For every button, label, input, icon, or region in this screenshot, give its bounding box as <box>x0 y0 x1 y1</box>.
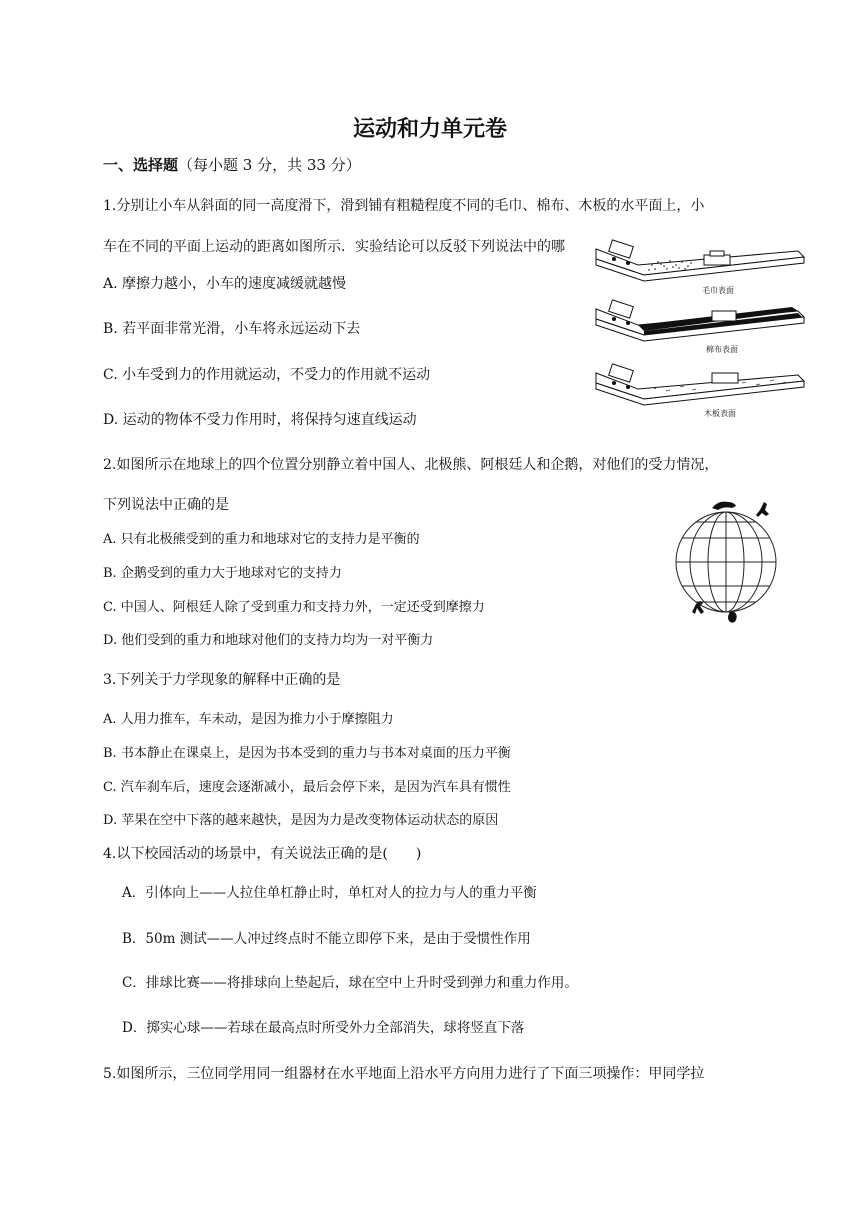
caption-cotton: 棉布表面 <box>706 345 738 354</box>
question-3-option-a: A. 人用力推车，车未动，是因为推力小于摩擦阻力 <box>103 712 394 727</box>
question-1-line-1: 1.分别让小车从斜面的同一高度滑下，滑到铺有粗糙程度不同的毛巾、棉布、木板的水平面上，小 <box>103 198 705 214</box>
page-title: 运动和力单元卷 <box>352 117 507 142</box>
towel-surface-ramp <box>596 240 804 295</box>
question-4-option-a: A．引体向上——人拉住单杠静止时，单杠对人的拉力与人的重力平衡 <box>122 885 537 901</box>
ramp-experiment-figure <box>592 235 814 425</box>
question-4-option-b: B．50m 测试——人冲过终点时不能立即停下来，是由于受惯性作用 <box>122 931 531 947</box>
question-4-line-1: 4.以下校园活动的场景中，有关说法正确的是( ) <box>103 846 422 862</box>
question-3-option-b: B. 书本静止在课桌上，是因为书本受到的重力与书本对桌面的压力平衡 <box>103 746 511 761</box>
caption-wood: 木板表面 <box>704 409 736 418</box>
question-2-line-2: 下列说法中正确的是 <box>103 497 229 513</box>
argentinian-icon <box>692 601 704 614</box>
question-5-line-1: 5.如图所示，三位同学用同一组器材在水平地面上沿水平方向用力进行了下面三项操作：甲同学拉 <box>103 1066 705 1082</box>
question-1-option-c: C. 小车受到力的作用就运动，不受力的作用就不运动 <box>103 367 431 383</box>
person-icon <box>756 502 769 517</box>
question-2-option-c: C. 中国人、阿根廷人除了受到重力和支持力外，一定还受到摩擦力 <box>103 600 485 615</box>
question-1-line-2: 车在不同的平面上运动的距离如图所示．实验结论可以反驳下列说法中的哪 <box>103 239 565 255</box>
question-2-option-b: B. 企鹅受到的重力大于地球对它的支持力 <box>103 566 342 581</box>
caption-towel: 毛巾表面 <box>702 286 734 295</box>
globe-figure <box>668 494 786 628</box>
cotton-surface-ramp <box>596 300 804 354</box>
section-heading <box>103 154 361 175</box>
question-3-line-1: 3.下列关于力学现象的解释中正确的是 <box>103 672 341 688</box>
question-1-option-d: D. 运动的物体不受力作用时，将保持匀速直线运动 <box>103 412 417 428</box>
question-2-option-a: A. 只有北极熊受到的重力和地球对它的支持力是平衡的 <box>103 532 420 547</box>
question-3-option-d: D. 苹果在空中下落的越来越快，是因为力是改变物体运动状态的原因 <box>103 813 499 828</box>
question-4-option-c: C．排球比赛——将排球向上垫起后，球在空中上升时受到弹力和重力作用。 <box>122 975 578 991</box>
question-3-option-c: C. 汽车刹车后，速度会逐渐减小，最后会停下来，是因为汽车具有惯性 <box>103 780 511 795</box>
polar-bear-icon <box>712 502 736 510</box>
wood-surface-ramp <box>596 364 804 418</box>
question-4-option-d: D．掷实心球——若球在最高点时所受外力全部消失，球将竖直下落 <box>122 1020 525 1036</box>
penguin-icon <box>728 612 737 623</box>
question-2-option-d: D. 他们受到的重力和地球对他们的支持力均为一对平衡力 <box>103 633 434 648</box>
question-1-option-a: A. 摩擦力越小，小车的速度减缓就越慢 <box>103 276 347 292</box>
question-1-option-b: B. 若平面非常光滑，小车将永远运动下去 <box>103 321 361 337</box>
section-label: 一、选择题 <box>103 156 179 174</box>
section-note: （每小题 3 分，共 33 分） <box>178 156 361 174</box>
question-2-line-1: 2.如图所示在地球上的四个位置分别静立着中国人、北极熊、阿根廷人和企鹅，对他们的受力情况， <box>103 457 719 473</box>
